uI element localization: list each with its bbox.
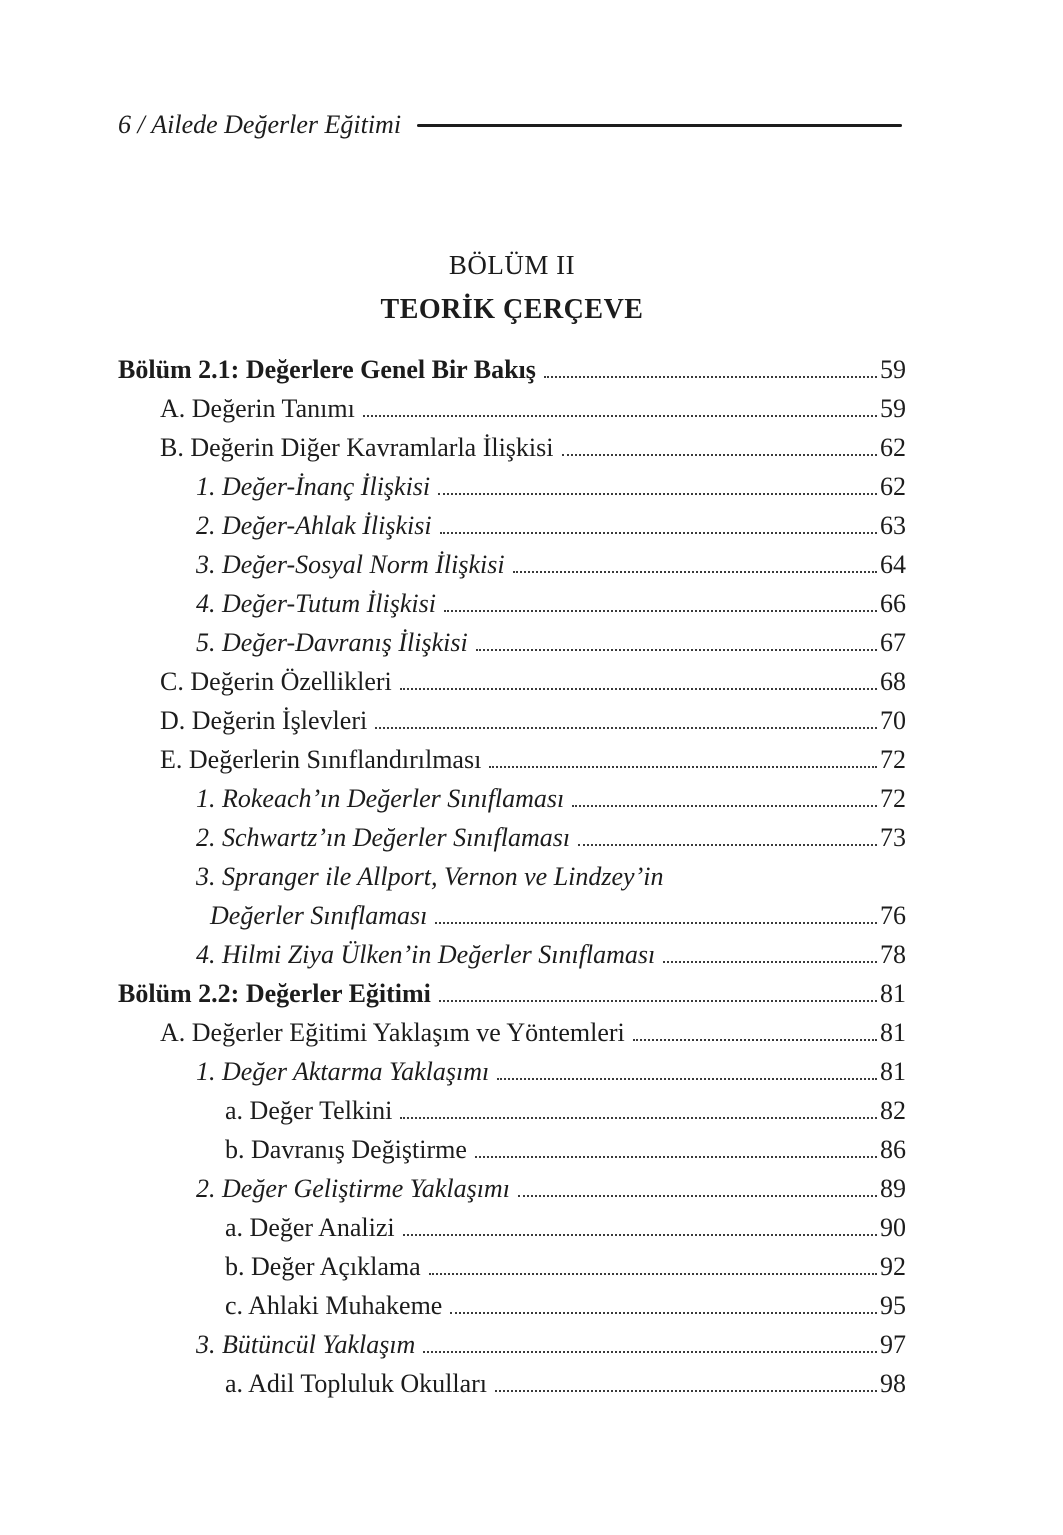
chapter-kicker: BÖLÜM II [448, 250, 576, 280]
toc-entry-label: A. Değerler Eğitimi Yaklaşım ve Yöntemleri [160, 1018, 625, 1047]
toc-page-number: 90 [880, 1213, 906, 1242]
toc-leader-dots [475, 1156, 877, 1158]
toc-page-number: 73 [880, 823, 906, 852]
toc-entry-label: A. Değerin Tanımı [160, 394, 355, 423]
toc-leader-dots [400, 1117, 877, 1119]
toc-leader-dots [544, 376, 877, 378]
toc-entry [118, 590, 906, 617]
toc-entry [118, 980, 906, 1007]
toc-entry [118, 785, 906, 812]
toc-entry-label: Değerler Sınıflaması [210, 901, 428, 930]
toc-entry-label: E. Değerlerin Sınıflandırılması [160, 745, 482, 774]
toc-entry [118, 824, 906, 851]
toc-entry-label: 1. Değer-İnanç İlişkisi [196, 472, 431, 501]
toc-page-number: 97 [880, 1330, 906, 1359]
toc-leader-dots [444, 610, 877, 612]
toc-entry-label: 1. Değer Aktarma Yaklaşımı [196, 1057, 490, 1086]
toc-leader-dots [633, 1039, 877, 1041]
toc-leader-dots [513, 571, 877, 573]
toc-entry-label: b. Değer Açıklama [225, 1252, 421, 1281]
toc-entry-label: 4. Hilmi Ziya Ülken’in Değerler Sınıflaması [196, 940, 656, 969]
toc-entry [118, 863, 906, 890]
toc-entry [118, 902, 906, 929]
toc-page-number: 70 [880, 706, 906, 735]
page-content [118, 0, 906, 1409]
toc-entry [118, 1370, 906, 1397]
toc-entry [118, 707, 906, 734]
toc-entry-label: 3. Değer-Sosyal Norm İlişkisi [196, 550, 505, 579]
toc-page-number: 59 [880, 355, 906, 384]
toc-page-number: 98 [880, 1369, 906, 1398]
toc-entry [118, 1097, 906, 1124]
toc-page-number: 89 [880, 1174, 906, 1203]
toc-entry [118, 434, 906, 461]
toc-page-number: 72 [880, 784, 906, 813]
toc-page-number: 82 [880, 1096, 906, 1125]
toc-entry-label: 5. Değer-Davranış İlişkisi [196, 628, 468, 657]
toc-entry-label: a. Adil Topluluk Okulları [225, 1369, 488, 1398]
toc-entry-label: a. Değer Analizi [225, 1213, 395, 1242]
toc-page-number: 62 [880, 472, 906, 501]
toc-entry [118, 668, 906, 695]
toc-leader-dots [403, 1234, 877, 1236]
header-rule [417, 124, 902, 127]
toc-leader-dots [440, 532, 877, 534]
toc-entry [118, 1214, 906, 1241]
toc-entry [118, 395, 906, 422]
toc-entry [118, 356, 906, 383]
toc-leader-dots [578, 844, 877, 846]
header-book-title: Ailede Değerler Eğitimi [151, 110, 402, 139]
toc-page-number: 72 [880, 745, 906, 774]
toc-page-number: 59 [880, 394, 906, 423]
toc-leader-dots [423, 1351, 877, 1353]
toc-leader-dots [497, 1078, 877, 1080]
toc-page-number: 62 [880, 433, 906, 462]
toc-entry [118, 473, 906, 500]
toc-entry-label: 2. Değer-Ahlak İlişkisi [196, 511, 432, 540]
toc-entry [118, 1058, 906, 1085]
toc-entry-label: 1. Rokeach’ın Değerler Sınıflaması [196, 784, 565, 813]
toc-page-number: 81 [880, 979, 906, 1008]
toc-leader-dots [439, 1000, 877, 1002]
toc-leader-dots [518, 1195, 877, 1197]
toc-page-number: 67 [880, 628, 906, 657]
toc-page-number: 63 [880, 511, 906, 540]
toc-entry [118, 1292, 906, 1319]
toc-entry-label: 3. Bütüncül Yaklaşım [196, 1330, 416, 1359]
toc-leader-dots [572, 805, 877, 807]
toc-entry-label: Bölüm 2.2: Değerler Eğitimi [118, 979, 431, 1008]
toc-entry-label: 3. Spranger ile Allport, Vernon ve Lindzey’in [196, 862, 664, 891]
toc-leader-dots [562, 454, 878, 456]
toc-leader-dots [438, 493, 877, 495]
page-header [118, 110, 906, 140]
toc-entry [118, 629, 906, 656]
header-page-number: 6 / [118, 110, 152, 139]
toc-page-number: 92 [880, 1252, 906, 1281]
toc-page-number: 78 [880, 940, 906, 969]
toc-entry-label: 2. Schwartz’ın Değerler Sınıflaması [196, 823, 571, 852]
toc-entry [118, 941, 906, 968]
toc-entry-label: 2. Değer Geliştirme Yaklaşımı [196, 1174, 510, 1203]
toc-entry-label: D. Değerin İşlevleri [160, 706, 368, 735]
toc-list [118, 356, 906, 1397]
toc-entry [118, 1175, 906, 1202]
toc-leader-dots [400, 688, 877, 690]
toc-entry [118, 1331, 906, 1358]
toc-leader-dots [476, 649, 877, 651]
toc-leader-dots [663, 961, 877, 963]
toc-entry-label: b. Davranış Değiştirme [225, 1135, 467, 1164]
chapter-title: TEORİK ÇERÇEVE [380, 294, 644, 325]
toc-entry [118, 512, 906, 539]
toc-leader-dots [495, 1390, 877, 1392]
toc-leader-dots [429, 1273, 877, 1275]
toc-entry-label: B. Değerin Diğer Kavramlarla İlişkisi [160, 433, 554, 462]
toc-page-number: 86 [880, 1135, 906, 1164]
toc-page-number: 64 [880, 550, 906, 579]
toc-leader-dots [450, 1312, 877, 1314]
toc-entry [118, 746, 906, 773]
toc-page-number: 66 [880, 589, 906, 618]
toc-entry-label: c. Ahlaki Muhakeme [225, 1291, 443, 1320]
toc-entry [118, 1253, 906, 1280]
toc-entry [118, 551, 906, 578]
toc-entry-label: 4. Değer-Tutum İlişkisi [196, 589, 436, 618]
toc-page-number: 95 [880, 1291, 906, 1320]
toc-leader-dots [489, 766, 877, 768]
toc-entry-label: a. Değer Telkini [225, 1096, 393, 1125]
toc-entry [118, 1019, 906, 1046]
toc-leader-dots [375, 727, 877, 729]
toc-page-number: 68 [880, 667, 906, 696]
toc-entry-label: C. Değerin Özellikleri [160, 667, 392, 696]
toc-leader-dots [435, 922, 877, 924]
toc-entry-label: Bölüm 2.1: Değerlere Genel Bir Bakış [118, 355, 536, 384]
toc-page-number: 81 [880, 1018, 906, 1047]
toc-page-number: 81 [880, 1057, 906, 1086]
toc-leader-dots [363, 415, 877, 417]
toc-entry [118, 1136, 906, 1163]
toc-page-number: 76 [880, 901, 906, 930]
